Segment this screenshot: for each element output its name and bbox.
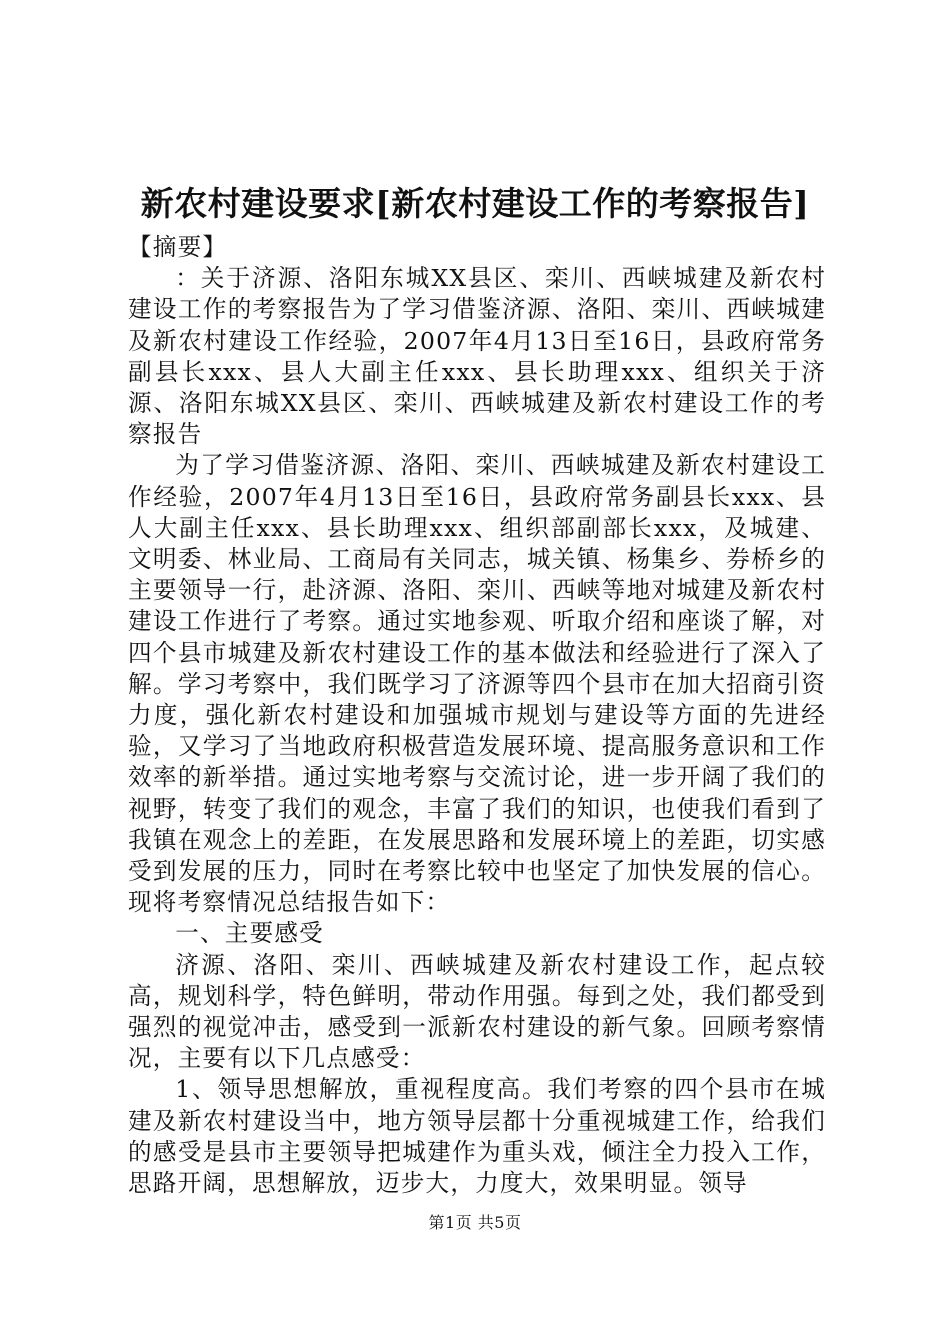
body-paragraph: 为了学习借鉴济源、洛阳、栾川、西峡城建及新农村建设工作经验，2007年4月13日至16日，县政府常务副县长xxx、县人大副主任xxx、县长助理xxx、组织部副部长xxx，及城建、文明委、林业局、工商局有关同志，城关镇、杨集乡、券桥乡的主要领导一行，赴济源、洛阳、栾川、西峡等地对城建及新农村建设工作进行了考察。通过实地参观、听取介绍和座谈了解，对四个县市城建及新农村建设工作的基本做法和经验进行了深入了解。学习考察中，我们既学习了济源等四个县市在加大招商引资力度，强化新农村建设和加强城市规划与建设等方面的先进经验，又学习了当地政府积极营造发展环境、提高服务意识和工作效率的新举措。通过实地考察与交流讨论，进一步开阔了我们的视野，转变了我们的观念，丰富了我们的知识，也使我们看到了我镇在观念上的差距，在发展思路和发展环境上的差距，切实感受到发展的压力，同时在考察比较中也坚定了加快发展的信心。现将考察情况总结报告如下： [128,451,826,917]
abstract-label: 【摘要】 [128,233,228,261]
document-body [128,232,826,1199]
document-title: 新农村建设要求[新农村建设工作的考察报告] [140,184,810,223]
body-paragraph: 济源、洛阳、栾川、西峡城建及新农村建设工作，起点较高，规划科学，特色鲜明，带动作用强。每到之处，我们都受到强烈的视觉冲击，感受到一派新农村建设的新气象。回顾考察情况，主要有以下几点感受： [128,950,826,1073]
abstract-paragraph: ：关于济源、洛阳东城XX县区、栾川、西峡城建及新农村建设工作的考察报告为了学习借鉴济源、洛阳、栾川、西峡城建及新农村建设工作经验，2007年4月13日至16日，县政府常务副县长xxx、县人大副主任xxx、县长助理xxx、组织关于济源、洛阳东城XX县区、栾川、西峡城建及新农村建设工作的考察报告 [128,264,826,449]
body-paragraph: 1、领导思想解放，重视程度高。我们考察的四个县市在城建及新农村建设当中，地方领导层都十分重视城建工作，给我们的感受是县市主要领导把城建作为重头戏，倾注全力投入工作，思路开阔，思想解放，迈步大，力度大，效果明显。领导 [128,1075,826,1198]
page-number-footer: 第1页 共5页 [428,1213,522,1232]
section-heading: 一、主要感受 [175,919,324,948]
